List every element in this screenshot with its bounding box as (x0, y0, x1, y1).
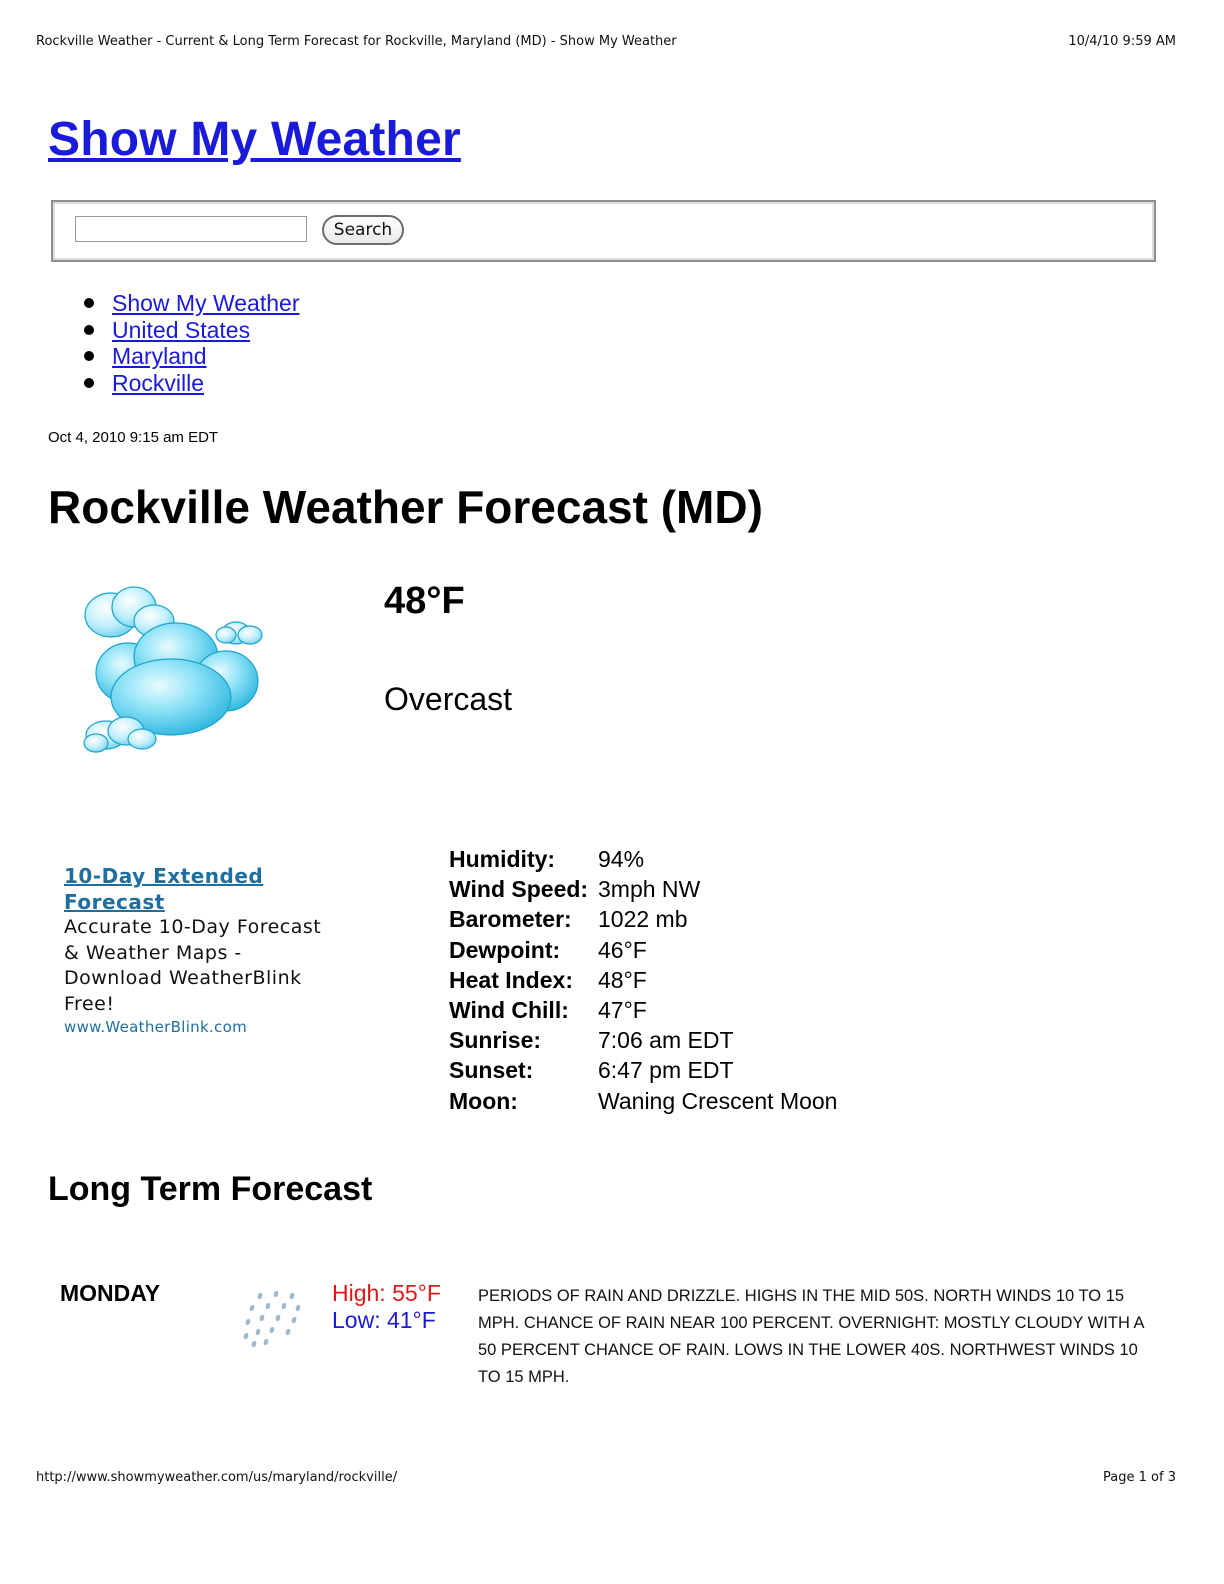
ad-url[interactable]: www.WeatherBlink.com (64, 1018, 247, 1036)
detail-value: 48°F (598, 966, 647, 993)
breadcrumb-link-home[interactable]: Show My Weather (112, 290, 300, 316)
ad-link[interactable]: 10-Day Extended Forecast (64, 864, 264, 914)
cloud-icon (76, 585, 270, 761)
detail-row-dewpoint (449, 935, 837, 965)
detail-value: 7:06 am EDT (598, 1027, 734, 1054)
detail-value: Waning Crescent Moon (598, 1087, 838, 1114)
detail-row-wind-chill (449, 995, 837, 1025)
forecast-description: PERIODS OF RAIN AND DRIZZLE. HIGHS IN THE MID 50S. NORTH WINDS 10 TO 15 MPH. CHANCE OF RAIN NEAR 100 PERCENT. OVERNIGHT: MOSTLY CLOUDY WITH A 50 PERCENT CHANCE OF RAIN. LOWS IN THE LOWER 40S. NORTHWEST WINDS 10 TO 15 MPH. (478, 1287, 1144, 1386)
detail-value: 46°F (598, 936, 647, 963)
breadcrumb-item (84, 317, 299, 344)
search-box (51, 200, 1156, 262)
detail-row-wind-speed (449, 874, 837, 904)
print-page-title: Rockville Weather - Current & Long Term Forecast for Rockville, Maryland (MD) - Show My Weather (36, 34, 677, 49)
breadcrumb-item (84, 290, 299, 317)
detail-label: Moon: (449, 1087, 518, 1114)
detail-value: 1022 mb (598, 906, 688, 933)
print-header (36, 34, 1176, 49)
page-title: Rockville Weather Forecast (MD) (48, 481, 763, 533)
site-title-link[interactable]: Show My Weather (48, 113, 461, 166)
breadcrumb (84, 290, 299, 397)
print-page-info: Page 1 of 3 (1103, 1470, 1176, 1485)
current-condition: Overcast (384, 681, 513, 717)
detail-label: Heat Index: (449, 966, 573, 993)
forecast-high: High: 55°F (332, 1280, 441, 1306)
detail-label: Barometer: (449, 906, 572, 933)
current-temperature: 48°F (384, 580, 465, 622)
breadcrumb-link-country[interactable]: United States (112, 316, 251, 343)
detail-row-sunset (449, 1055, 837, 1085)
weather-details (449, 844, 837, 1116)
detail-row-moon (449, 1086, 837, 1116)
detail-row-humidity (449, 844, 837, 874)
detail-row-barometer (449, 904, 837, 934)
forecast-row (60, 1278, 1160, 1398)
breadcrumb-item (84, 343, 299, 370)
print-datetime: 10/4/10 9:59 AM (1068, 34, 1176, 49)
detail-label: Dewpoint: (449, 936, 561, 963)
breadcrumb-item (84, 370, 299, 397)
detail-label: Wind Chill: (449, 997, 569, 1024)
ad-body: Accurate 10-Day Forecast & Weather Maps - Download WeatherBlink Free! (64, 916, 322, 1015)
detail-value: 94% (598, 846, 645, 872)
detail-value: 6:47 pm EDT (598, 1057, 734, 1084)
detail-label: Sunrise: (449, 1027, 542, 1054)
detail-row-sunrise (449, 1025, 837, 1055)
forecast-low: Low: 41°F (332, 1307, 436, 1333)
detail-row-heat-index (449, 965, 837, 995)
ad-block (64, 864, 324, 1037)
detail-label: Humidity: (449, 846, 556, 872)
detail-value: 47°F (598, 997, 647, 1024)
search-button[interactable]: Search (322, 215, 404, 245)
search-input[interactable] (75, 216, 307, 242)
detail-label: Wind Speed: (449, 876, 589, 903)
long-term-forecast-title: Long Term Forecast (48, 1170, 373, 1208)
observation-timestamp: Oct 4, 2010 9:15 am EDT (48, 429, 219, 446)
forecast-day: MONDAY (60, 1280, 161, 1306)
breadcrumb-link-city[interactable]: Rockville (112, 370, 205, 397)
print-url: http://www.showmyweather.com/us/maryland/rockville/ (36, 1470, 398, 1485)
rain-icon (240, 1288, 308, 1348)
detail-label: Sunset: (449, 1057, 534, 1084)
breadcrumb-link-state[interactable]: Maryland (112, 343, 207, 370)
print-footer (36, 1470, 1176, 1485)
detail-value: 3mph NW (598, 876, 701, 903)
